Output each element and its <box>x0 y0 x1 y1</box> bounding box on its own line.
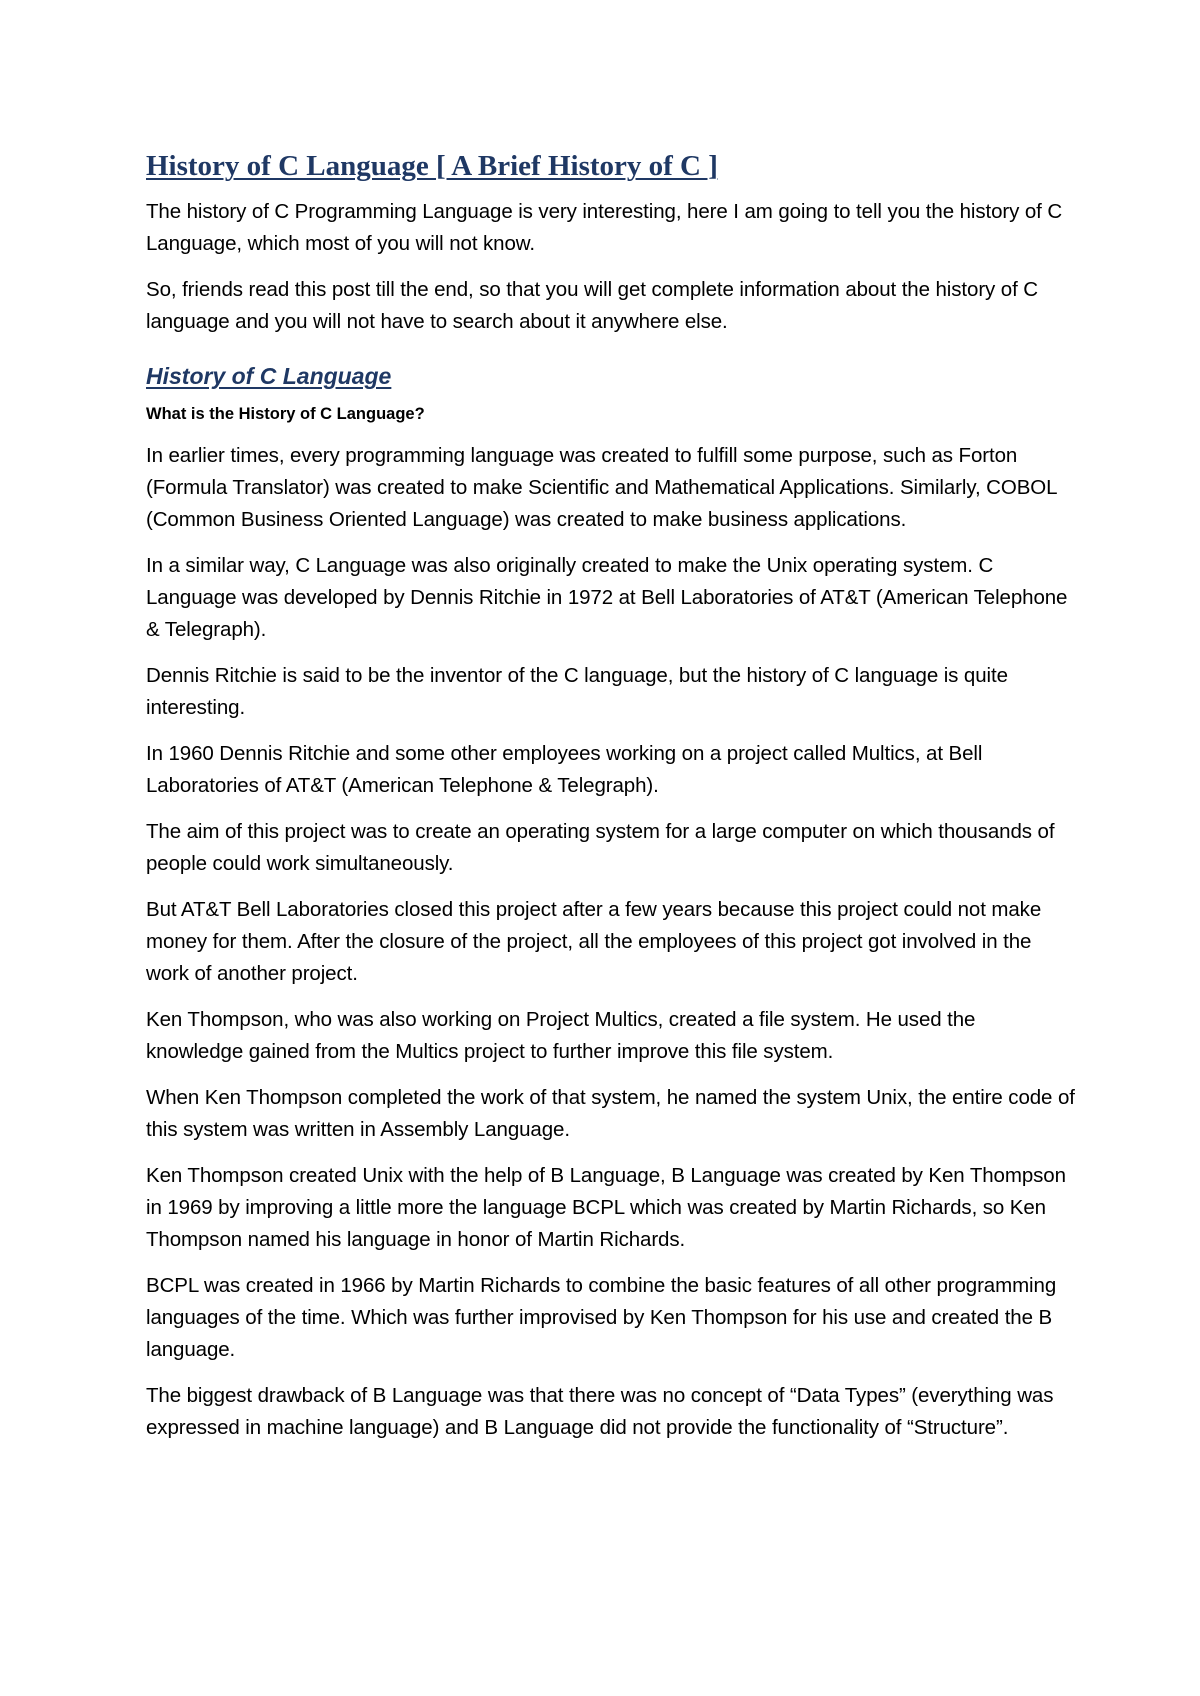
body-paragraph-3: Dennis Ritchie is said to be the inventor of the C language, but the history of C language is quite interesting. <box>146 664 1008 719</box>
body-paragraph-2: In a similar way, C Language was also originally created to make the Unix operating system. C Language was developed by Dennis Ritchie in 1972 at Bell Laboratories of AT&T (American Telephone & Telegraph). <box>146 554 1068 641</box>
document-content <box>146 148 1076 1458</box>
section-heading: History of C Language <box>146 363 392 389</box>
intro-paragraph-2: So, friends read this post till the end, so that you will get complete information about the history of C language and you will not have to search about it anywhere else. <box>146 278 1038 333</box>
intro-paragraph-1: The history of C Programming Language is very interesting, here I am going to tell you the history of C Language, which most of you will not know. <box>146 200 1063 255</box>
body-paragraph-4: In 1960 Dennis Ritchie and some other employees working on a project called Multics, at Bell Laboratories of AT&T (American Telephone & Telegraph). <box>146 742 983 797</box>
body-paragraph-8: When Ken Thompson completed the work of that system, he named the system Unix, the entire code of this system was written in Assembly Language. <box>146 1086 1075 1141</box>
body-paragraph-5: The aim of this project was to create an operating system for a large computer on which thousands of people could work simultaneously. <box>146 820 1055 875</box>
body-paragraph-6: But AT&T Bell Laboratories closed this project after a few years because this project could not make money for them. After the closure of the project, all the employees of this project got involved in the work of another project. <box>146 898 1042 985</box>
body-paragraph-11: The biggest drawback of B Language was that there was no concept of “Data Types” (everything was expressed in machine language) and B Language did not provide the functionality of “Structure”. <box>146 1384 1054 1439</box>
body-paragraph-1: In earlier times, every programming language was created to fulfill some purpose, such as Forton (Formula Translator) was created to make Scientific and Mathematical Applications. Similarly, COBOL (Common Business Oriented Language) was created to make business applications. <box>146 444 1057 531</box>
sub-heading: What is the History of C Language? <box>146 405 425 423</box>
body-paragraph-9: Ken Thompson created Unix with the help of B Language, B Language was created by Ken Thompson in 1969 by improving a little more the language BCPL which was created by Martin Richards, so Ken Thompson named his language in honor of Martin Richards. <box>146 1164 1066 1251</box>
body-paragraph-10: BCPL was created in 1966 by Martin Richards to combine the basic features of all other programming languages of the time. Which was further improvised by Ken Thompson for his use and created the B language. <box>146 1274 1057 1361</box>
body-paragraph-7: Ken Thompson, who was also working on Project Multics, created a file system. He used the knowledge gained from the Multics project to further improve this file system. <box>146 1008 976 1063</box>
page-title: History of C Language [ A Brief History of C ] <box>146 150 718 182</box>
